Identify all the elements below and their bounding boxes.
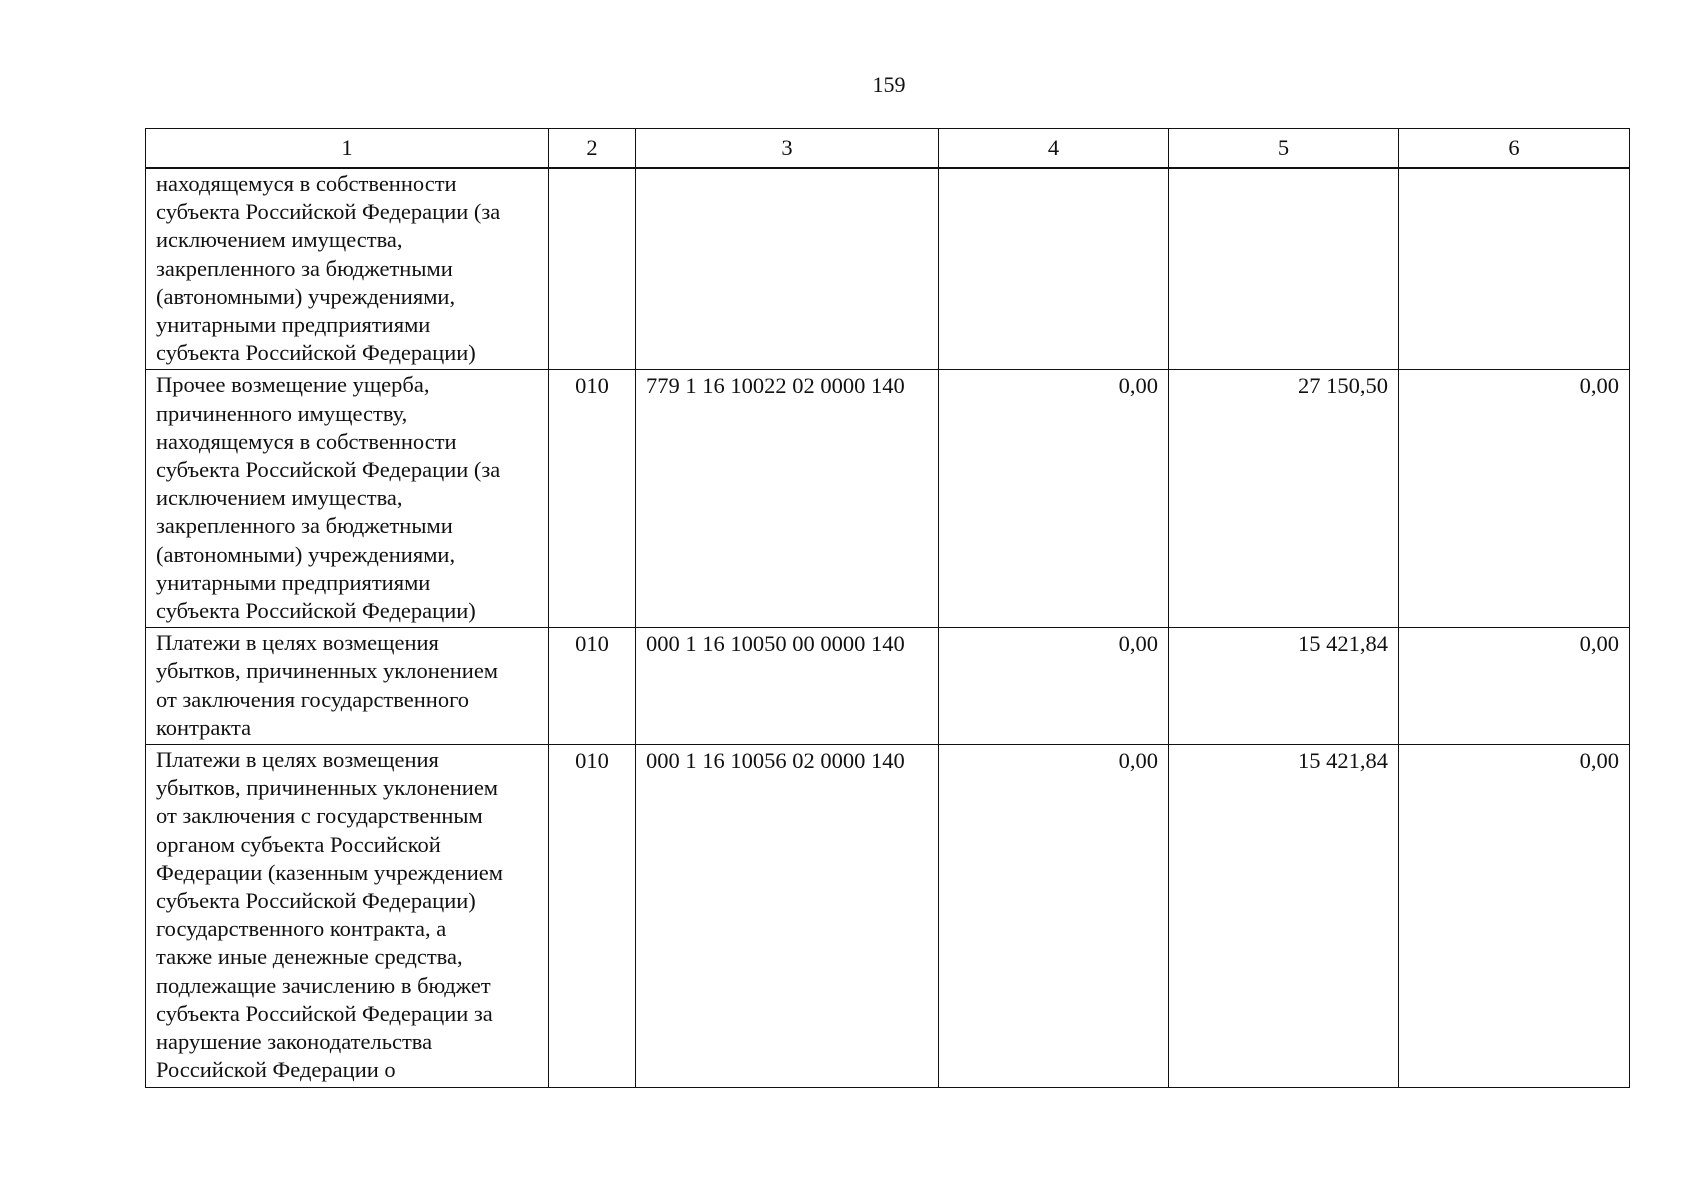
row-name-text: Платежи в целях возмещения убытков, причиненных уклонением от заключения государственного контракта: [156, 630, 499, 740]
table-row: [146, 628, 1630, 745]
row-name-cell: [146, 168, 549, 370]
amount-col6-cell: 0,00: [1399, 745, 1630, 1087]
column-header-5: 5: [1169, 129, 1399, 169]
column-header-2: 2: [549, 129, 636, 169]
budget-code-cell: [636, 168, 939, 370]
column-header-1: 1: [146, 129, 549, 169]
row-name-cell: [146, 628, 549, 745]
budget-code-cell: 779 1 16 10022 02 0000 140: [636, 370, 939, 628]
budget-code-cell: 000 1 16 10056 02 0000 140: [636, 745, 939, 1087]
column-header-3: 3: [636, 129, 939, 169]
row-name-text: Прочее возмещение ущерба, причиненного имуществу, находящемуся в собственности субъекта Российской Федерации (за исключением имущества, закрепленного за бюджетными (автономными) учреждениями, унитарными предприятиями субъекта Российской Федерации): [156, 372, 501, 624]
table-row: [146, 168, 1630, 370]
amount-col6-cell: 0,00: [1399, 370, 1630, 628]
amount-col5-cell: 27 150,50: [1169, 370, 1399, 628]
table-row: [146, 745, 1630, 1087]
report-table: [145, 128, 1630, 1088]
amount-col4-cell: 0,00: [939, 628, 1169, 745]
line-code-cell: 010: [549, 370, 636, 628]
row-name-cell: [146, 370, 549, 628]
amount-col5-cell: [1169, 168, 1399, 370]
column-number-row: [146, 129, 1630, 169]
amount-col4-cell: [939, 168, 1169, 370]
amount-col5-cell: 15 421,84: [1169, 745, 1399, 1087]
amount-col4-cell: 0,00: [939, 370, 1169, 628]
page-number: 159: [872, 72, 906, 97]
line-code-cell: 010: [549, 628, 636, 745]
column-header-4: 4: [939, 129, 1169, 169]
budget-code-cell: 000 1 16 10050 00 0000 140: [636, 628, 939, 745]
amount-col4-cell: 0,00: [939, 745, 1169, 1087]
column-header-6: 6: [1399, 129, 1630, 169]
line-code-cell: 010: [549, 745, 636, 1087]
row-name-text: Платежи в целях возмещения убытков, причиненных уклонением от заключения с государственным органом субъекта Российской Федерации (казенным учреждением субъекта Российской Федерации) государственного контракта, а также иные денежные средства, подлежащие зачислению в бюджет субъекта Российской Федерации за нарушение законодательства Российской Федерации о: [156, 747, 503, 1083]
row-name-text: находящемуся в собственности субъекта Российской Федерации (за исключением имущества, закрепленного за бюджетными (автономными) учреждениями, унитарными предприятиями субъекта Российской Федерации): [156, 171, 501, 366]
line-code-cell: [549, 168, 636, 370]
amount-col6-cell: [1399, 168, 1630, 370]
row-name-cell: [146, 745, 549, 1087]
amount-col5-cell: 15 421,84: [1169, 628, 1399, 745]
amount-col6-cell: 0,00: [1399, 628, 1630, 745]
table-row: [146, 370, 1630, 628]
